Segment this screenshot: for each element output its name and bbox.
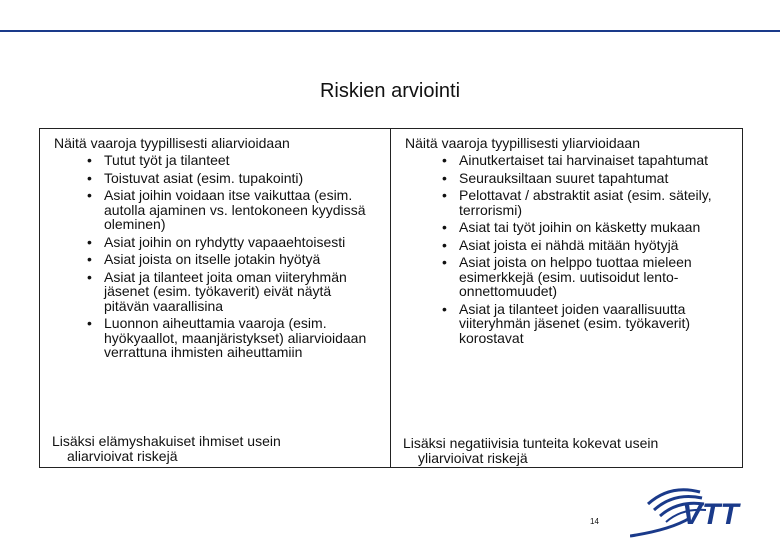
slide-title: Riskien arviointi bbox=[319, 80, 461, 102]
right-footer-line1: Lisäksi negatiivisia tunteita kokevat usein bbox=[403, 435, 659, 451]
list-item: • Asiat tai työt joihin on käsketty mukaan bbox=[442, 220, 732, 235]
page-number: 14 bbox=[590, 517, 599, 526]
list-item: • Asiat joista ei nähdä mitään hyötyjä bbox=[442, 238, 732, 253]
list-item: • Asiat joihin on ryhdytty vapaaehtoisesti bbox=[87, 235, 377, 250]
list-item: • Tutut työt ja tilanteet bbox=[87, 153, 377, 168]
left-footer-line2: aliarvioivat riskejä bbox=[67, 448, 178, 464]
header-rule bbox=[0, 30, 780, 32]
underestimated-column bbox=[40, 129, 391, 467]
logo-wordmark: VTT bbox=[682, 498, 739, 531]
list-item: • Asiat joista on itselle jotakin hyötyä bbox=[87, 252, 377, 267]
list-item: • Luonnon aiheuttamia vaaroja (esim. hyökyaallot, maanjäristykset) aliarvioidaan verrattuna ihmisten aiheuttamiin bbox=[87, 316, 377, 360]
list-item: • Seurauksiltaan suuret tapahtumat bbox=[442, 171, 732, 186]
list-item: • Toistuvat asiat (esim. tupakointi) bbox=[87, 171, 377, 186]
vtt-logo bbox=[630, 480, 780, 540]
right-heading: Näitä vaaroja tyypillisesti yliarvioidaan bbox=[405, 135, 640, 151]
left-footer-line1: Lisäksi elämyshakuiset ihmiset usein bbox=[52, 433, 281, 449]
list-item: • Pelottavat / abstraktit asiat (esim. säteily, terrorismi) bbox=[442, 188, 732, 217]
right-bullet-list bbox=[442, 153, 732, 348]
list-item: • Asiat ja tilanteet joiden vaarallisuutta viiteryhmän jäsenet (esim. työkaverit) korostavat bbox=[442, 302, 732, 346]
left-bullet-list bbox=[87, 153, 377, 363]
right-footer-line2: yliarvioivat riskejä bbox=[418, 450, 528, 466]
overestimated-column bbox=[391, 129, 742, 467]
comparison-table bbox=[39, 128, 743, 468]
left-heading: Näitä vaaroja tyypillisesti aliarvioidaan bbox=[54, 135, 290, 151]
list-item: • Asiat joihin voidaan itse vaikuttaa (esim. autolla ajaminen vs. lentokoneen kyydissä oleminen) bbox=[87, 188, 377, 232]
list-item: • Ainutkertaiset tai harvinaiset tapahtumat bbox=[442, 153, 732, 168]
list-item: • Asiat ja tilanteet joita oman viiteryhmän jäsenet (esim. työkaverit) eivät näytä pitävän vaarallisina bbox=[87, 270, 377, 314]
left-footer-text bbox=[52, 434, 281, 464]
right-footer-text bbox=[403, 436, 658, 466]
list-item: • Asiat joista on helppo tuottaa mieleen esimerkkejä (esim. uutisoidut lento-onnettomuudet) bbox=[442, 255, 732, 299]
